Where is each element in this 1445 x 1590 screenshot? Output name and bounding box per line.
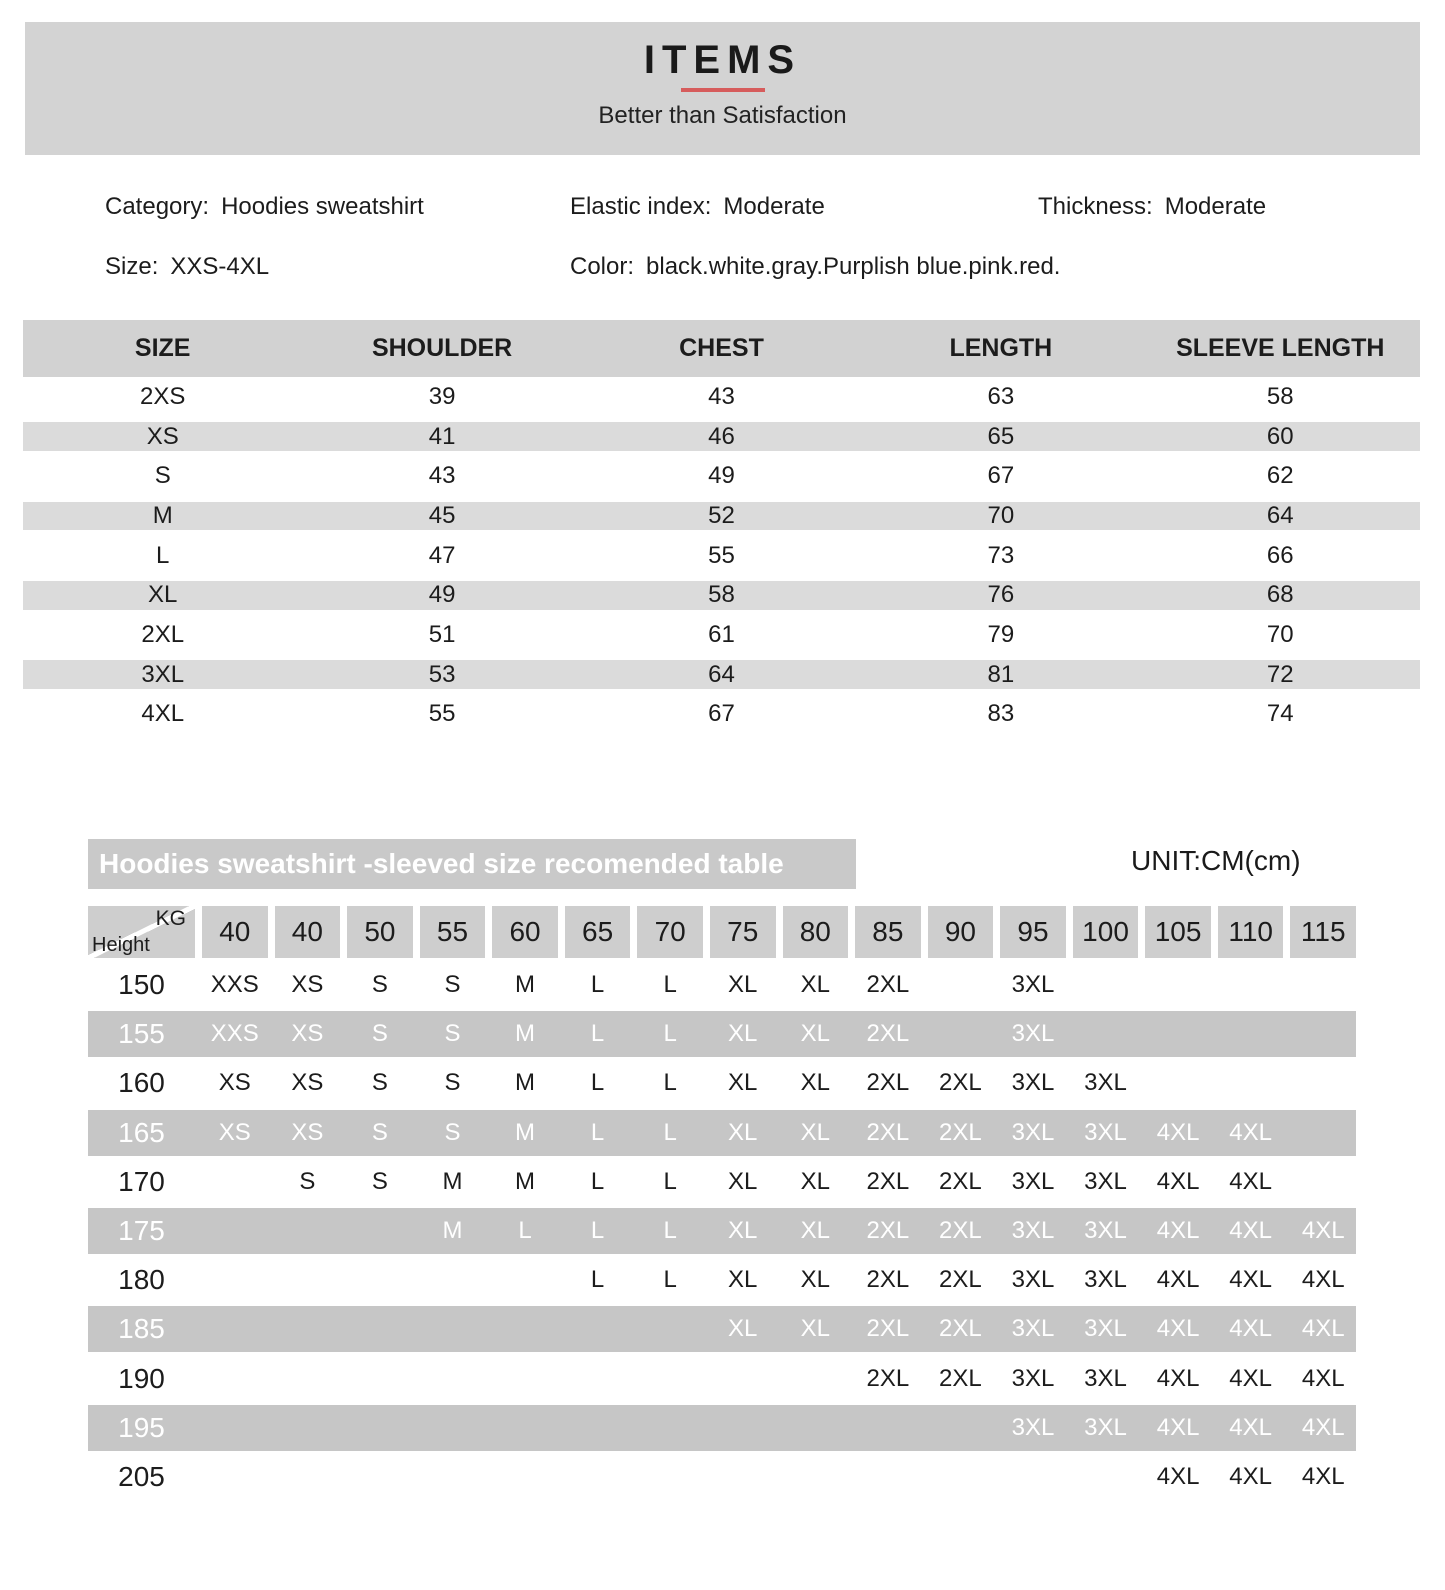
recommend-size-cell: L <box>663 1167 677 1195</box>
measurement-value-cell: 39 <box>428 382 456 410</box>
measurement-table <box>23 320 1420 734</box>
recommend-table-title: Hoodies sweatshirt -sleeved size recomended table <box>88 839 856 889</box>
category-value: Hoodies sweatshirt <box>221 193 424 220</box>
measurement-value-cell: 43 <box>708 382 735 410</box>
recommend-row <box>88 1356 1356 1402</box>
measurement-value-cell: 46 <box>708 422 735 450</box>
recommend-row <box>88 1159 1356 1205</box>
measurement-size-cell: XL <box>148 581 178 609</box>
corner-height-label: Height <box>92 934 150 956</box>
recommend-table-header <box>88 906 1356 958</box>
recommend-size-cell: XXS <box>210 1020 259 1048</box>
measurement-value-cell: 64 <box>1266 501 1294 529</box>
recommend-height-cell: 180 <box>118 1264 165 1296</box>
measurement-value-cell: 58 <box>708 581 735 609</box>
recommend-size-cell: 2XL <box>866 1069 910 1097</box>
measurement-value-cell: 49 <box>708 462 735 490</box>
recommend-size-cell: XXS <box>210 971 259 998</box>
recommend-kg-header-cell: 80 <box>783 906 849 958</box>
recommend-height-cell: 170 <box>118 1165 165 1197</box>
recommend-size-cell: L <box>663 1118 677 1146</box>
measurement-value-cell: 58 <box>1266 382 1294 410</box>
measurement-header-cell: LENGTH <box>949 334 1053 362</box>
recommend-size-cell: L <box>518 1216 532 1244</box>
recommend-size-cell: L <box>663 1069 677 1097</box>
recommend-size-cell: 4XL <box>1229 1216 1272 1244</box>
recommend-size-cell: 3XL <box>1011 1413 1055 1441</box>
recommend-kg-header-cell: 40 <box>202 906 268 958</box>
measurement-value-cell: 64 <box>708 660 735 688</box>
recommend-size-cell: 4XL <box>1156 1462 1200 1490</box>
recommend-kg-header-cell: 40 <box>275 906 341 958</box>
recommend-size-cell: 4XL <box>1229 1462 1272 1490</box>
measurement-value-cell: 65 <box>987 422 1015 450</box>
measurement-value-cell: 55 <box>428 700 456 728</box>
measurement-value-cell: 62 <box>1266 462 1294 490</box>
recommend-size-cell: 4XL <box>1229 1266 1272 1294</box>
recommend-size-cell: S <box>371 1069 388 1097</box>
recommend-size-cell: XL <box>728 1118 758 1146</box>
recommend-size-cell: 4XL <box>1301 1462 1345 1490</box>
recommend-height-cell: 205 <box>118 1460 165 1492</box>
recommend-row <box>88 1208 1356 1254</box>
measurement-value-cell: 60 <box>1266 422 1294 450</box>
recommend-size-cell: 2XL <box>939 1069 982 1097</box>
recommend-size-cell: XL <box>800 1069 830 1097</box>
recommend-size-cell: XS <box>218 1069 251 1097</box>
recommend-height-cell: 150 <box>118 969 165 1000</box>
recommend-size-cell: L <box>663 1266 677 1294</box>
recommend-size-cell: 3XL <box>1084 1364 1127 1392</box>
brand-banner <box>25 22 1420 155</box>
recommend-size-cell: XL <box>728 1216 758 1244</box>
measurement-size-cell: S <box>154 462 171 490</box>
recommend-size-cell: 4XL <box>1229 1167 1272 1195</box>
recommend-height-cell: 160 <box>118 1067 165 1099</box>
recommend-row <box>88 1454 1356 1500</box>
measurement-size-cell: 2XL <box>141 620 185 648</box>
recommend-row <box>88 1011 1356 1057</box>
recommend-row <box>88 1306 1356 1352</box>
recommend-size-cell: M <box>515 1069 536 1097</box>
measurement-value-cell: 67 <box>987 462 1015 490</box>
measurement-value-cell: 73 <box>987 541 1015 569</box>
recommend-kg-header-cell: 115 <box>1290 906 1356 958</box>
recommend-height-cell: 175 <box>118 1214 165 1246</box>
recommend-row <box>88 1405 1356 1451</box>
recommend-size-cell: 4XL <box>1301 1413 1345 1441</box>
recommend-size-cell: 4XL <box>1156 1167 1200 1195</box>
size-value: XXS-4XL <box>170 253 270 280</box>
recommend-table-body <box>88 962 1356 1500</box>
recommend-size-cell: 4XL <box>1156 1266 1200 1294</box>
measurement-row <box>23 615 1420 655</box>
recommend-height-cell: 155 <box>118 1018 165 1050</box>
recommend-size-cell: M <box>442 1167 463 1195</box>
recommend-table <box>88 906 1356 1503</box>
recommend-kg-header-cell: 75 <box>710 906 776 958</box>
recommend-size-cell: 2XL <box>866 1315 910 1343</box>
brand-title: ITEMS <box>643 38 802 82</box>
measurement-value-cell: 76 <box>987 581 1015 609</box>
measurement-header-cell: SHOULDER <box>371 334 513 362</box>
measurement-value-cell: 83 <box>987 700 1015 728</box>
recommend-size-cell: XL <box>800 1167 830 1195</box>
recommend-size-cell: L <box>663 971 677 998</box>
recommend-size-cell: S <box>299 1167 316 1195</box>
info-colors <box>570 253 1060 281</box>
recommend-kg-header-cell: 100 <box>1073 906 1139 958</box>
recommend-height-cell: 190 <box>118 1362 165 1394</box>
recommend-size-cell: 4XL <box>1229 1118 1272 1146</box>
measurement-value-cell: 67 <box>708 700 735 728</box>
recommend-size-cell: 3XL <box>1011 971 1055 998</box>
recommend-size-cell: XS <box>291 1020 324 1048</box>
recommend-kg-header-cell: 105 <box>1145 906 1211 958</box>
recommend-size-cell: 4XL <box>1229 1315 1272 1343</box>
recommend-size-cell: 3XL <box>1011 1020 1055 1048</box>
recommend-size-cell: L <box>590 1118 605 1146</box>
recommend-size-cell: 4XL <box>1156 1315 1200 1343</box>
recommend-size-cell: L <box>590 1069 605 1097</box>
elastic-label: Elastic index: <box>570 193 712 220</box>
recommend-size-cell: S <box>371 1167 388 1195</box>
info-size-range <box>105 253 269 281</box>
recommend-size-cell: 4XL <box>1156 1216 1200 1244</box>
recommend-size-cell: L <box>590 1167 605 1195</box>
recommend-size-cell: S <box>371 1020 388 1048</box>
measurement-value-cell: 74 <box>1266 700 1294 728</box>
recommend-size-cell: 2XL <box>866 1364 910 1392</box>
recommend-kg-header-cell: 70 <box>637 906 703 958</box>
recommend-size-cell: 3XL <box>1011 1216 1055 1244</box>
recommend-size-cell: XL <box>728 1315 758 1343</box>
recommend-size-cell: XL <box>728 1020 758 1048</box>
recommend-size-cell: XL <box>728 971 758 998</box>
unit-note: UNIT:CM(cm) <box>1131 845 1301 876</box>
recommend-size-cell: XL <box>728 1266 758 1294</box>
color-label: Color: <box>570 253 635 280</box>
recommend-size-cell: 2XL <box>866 1167 910 1195</box>
measurement-value-cell: 70 <box>987 501 1015 529</box>
measurement-table-header <box>23 320 1420 377</box>
recommend-kg-header-cell: 50 <box>347 906 413 958</box>
measurement-value-cell: 43 <box>428 462 456 490</box>
recommend-kg-header-cell: 60 <box>492 906 558 958</box>
measurement-header-cell: SLEEVE LENGTH <box>1176 334 1385 362</box>
measurement-value-cell: 51 <box>428 620 456 648</box>
recommend-size-cell: S <box>444 971 461 998</box>
recommend-size-cell: 2XL <box>939 1266 982 1294</box>
corner-kg-label: KG <box>155 907 186 930</box>
recommend-size-cell: 3XL <box>1084 1167 1127 1195</box>
info-elastic-index <box>570 193 825 221</box>
recommend-size-cell: L <box>663 1216 677 1244</box>
recommend-size-cell: 3XL <box>1084 1216 1127 1244</box>
recommend-size-cell: 4XL <box>1229 1364 1272 1392</box>
recommend-size-cell: M <box>515 971 536 998</box>
recommend-size-cell: L <box>663 1020 677 1048</box>
recommend-row <box>88 1060 1356 1106</box>
recommend-size-cell: M <box>515 1118 536 1146</box>
recommend-size-cell: 3XL <box>1011 1167 1055 1195</box>
corner-cell-kg-height <box>88 906 195 958</box>
title-underline-accent <box>681 88 765 92</box>
recommend-size-cell: 3XL <box>1011 1364 1055 1392</box>
recommend-size-cell: S <box>371 1118 388 1146</box>
recommend-size-cell: L <box>590 1266 605 1294</box>
recommend-kg-header-cell: 85 <box>855 906 921 958</box>
recommend-size-cell: 2XL <box>939 1364 982 1392</box>
measurement-row <box>23 456 1420 496</box>
recommend-row <box>88 1110 1356 1156</box>
recommend-row <box>88 1257 1356 1303</box>
recommend-size-cell: 3XL <box>1084 1069 1127 1097</box>
recommend-size-cell: 2XL <box>939 1216 982 1244</box>
recommend-size-cell: XL <box>800 1216 830 1244</box>
brand-tagline: Better than Satisfaction <box>598 102 847 129</box>
recommend-size-cell: XS <box>218 1118 251 1146</box>
measurement-size-cell: 4XL <box>141 700 185 728</box>
recommend-kg-header-cell: 65 <box>565 906 631 958</box>
measurement-value-cell: 68 <box>1266 581 1294 609</box>
measurement-size-cell: 3XL <box>141 660 185 688</box>
recommend-height-cell: 185 <box>118 1313 165 1345</box>
recommend-size-cell: 3XL <box>1011 1315 1055 1343</box>
recommend-size-cell: 2XL <box>866 1216 910 1244</box>
recommend-size-cell: M <box>515 1020 536 1048</box>
measurement-row <box>23 417 1420 457</box>
recommend-size-cell: S <box>444 1069 461 1097</box>
info-thickness <box>1038 193 1266 221</box>
recommend-size-cell: 3XL <box>1011 1118 1055 1146</box>
measurement-row <box>23 695 1420 735</box>
recommend-size-cell: XL <box>800 1315 830 1343</box>
recommend-height-cell: 195 <box>118 1411 165 1443</box>
recommend-size-cell: S <box>444 1020 461 1048</box>
measurement-row <box>23 496 1420 536</box>
recommend-size-cell: XS <box>291 971 324 998</box>
thickness-label: Thickness: <box>1038 193 1153 220</box>
recommend-kg-header-cell: 90 <box>928 906 994 958</box>
measurement-value-cell: 66 <box>1266 541 1294 569</box>
measurement-header-cell: CHEST <box>679 334 764 362</box>
measurement-row <box>23 377 1420 417</box>
recommend-size-cell: 2XL <box>866 971 910 998</box>
recommend-size-cell: 4XL <box>1301 1216 1345 1244</box>
recommend-size-cell: 3XL <box>1084 1413 1127 1441</box>
recommend-size-cell: XL <box>800 1020 830 1048</box>
recommend-size-cell: XL <box>728 1167 758 1195</box>
measurement-size-cell: M <box>152 501 173 529</box>
measurement-row <box>23 536 1420 576</box>
measurement-size-cell: 2XS <box>140 382 186 410</box>
recommend-size-cell: 4XL <box>1229 1413 1272 1441</box>
recommend-size-cell: 2XL <box>939 1315 982 1343</box>
measurement-value-cell: 55 <box>708 541 735 569</box>
measurement-value-cell: 52 <box>708 501 735 529</box>
measurement-row <box>23 655 1420 695</box>
recommend-size-cell: 3XL <box>1084 1315 1127 1343</box>
recommend-size-cell: 3XL <box>1084 1118 1127 1146</box>
recommend-size-cell: XS <box>291 1069 324 1097</box>
recommend-size-cell: XL <box>800 1266 830 1294</box>
recommend-size-cell: 4XL <box>1156 1413 1200 1441</box>
recommend-size-cell: 3XL <box>1011 1266 1055 1294</box>
size-label: Size: <box>105 253 159 280</box>
color-value: black.white.gray.Purplish blue.pink.red. <box>646 253 1061 280</box>
recommend-size-cell: S <box>371 971 388 998</box>
recommend-size-cell: 4XL <box>1156 1364 1200 1392</box>
recommend-size-cell: M <box>515 1167 536 1195</box>
elastic-value: Moderate <box>723 193 825 220</box>
measurement-value-cell: 81 <box>987 660 1015 688</box>
measurement-value-cell: 47 <box>428 541 456 569</box>
recommend-size-cell: XS <box>291 1118 324 1146</box>
recommend-size-cell: 4XL <box>1301 1266 1345 1294</box>
measurement-value-cell: 41 <box>428 422 456 450</box>
measurement-value-cell: 70 <box>1266 620 1294 648</box>
recommend-kg-header-cell: 55 <box>420 906 486 958</box>
recommend-size-cell: L <box>590 971 605 998</box>
recommend-size-cell: 2XL <box>866 1266 910 1294</box>
recommend-size-cell: L <box>590 1020 605 1048</box>
measurement-header-cell: SIZE <box>134 334 191 362</box>
recommend-height-cell: 165 <box>118 1116 165 1148</box>
recommend-size-cell: M <box>442 1216 463 1244</box>
recommend-kg-header-cell: 110 <box>1218 906 1284 958</box>
recommend-size-cell: S <box>444 1118 461 1146</box>
thickness-value: Moderate <box>1164 193 1267 220</box>
recommend-size-cell: 3XL <box>1011 1069 1055 1097</box>
measurement-value-cell: 63 <box>987 382 1015 410</box>
measurement-value-cell: 79 <box>987 620 1015 648</box>
recommend-size-cell: 4XL <box>1301 1364 1345 1392</box>
recommend-size-cell: L <box>590 1216 605 1244</box>
recommend-size-cell: XL <box>728 1069 758 1097</box>
recommend-kg-header-cell: 95 <box>1000 906 1066 958</box>
measurement-row <box>23 575 1420 615</box>
category-label: Category: <box>105 193 210 220</box>
recommend-size-cell: 3XL <box>1084 1266 1127 1294</box>
recommend-size-cell: XL <box>800 971 830 998</box>
recommend-size-cell: 2XL <box>939 1167 982 1195</box>
recommend-size-cell: 4XL <box>1301 1315 1345 1343</box>
measurement-value-cell: 45 <box>428 501 456 529</box>
measurement-size-cell: XS <box>146 422 179 450</box>
recommend-size-cell: 2XL <box>939 1118 982 1146</box>
measurement-value-cell: 72 <box>1266 660 1294 688</box>
measurement-value-cell: 53 <box>428 660 456 688</box>
recommend-size-cell: XL <box>800 1118 830 1146</box>
recommend-row <box>88 962 1356 1008</box>
measurement-value-cell: 49 <box>428 581 456 609</box>
measurement-value-cell: 61 <box>708 620 735 648</box>
recommend-size-cell: 2XL <box>866 1118 910 1146</box>
measurement-table-body <box>23 377 1420 734</box>
recommend-size-cell: 4XL <box>1156 1118 1200 1146</box>
recommend-size-cell: 2XL <box>866 1020 910 1048</box>
measurement-size-cell: L <box>156 541 170 569</box>
info-category <box>105 193 424 221</box>
